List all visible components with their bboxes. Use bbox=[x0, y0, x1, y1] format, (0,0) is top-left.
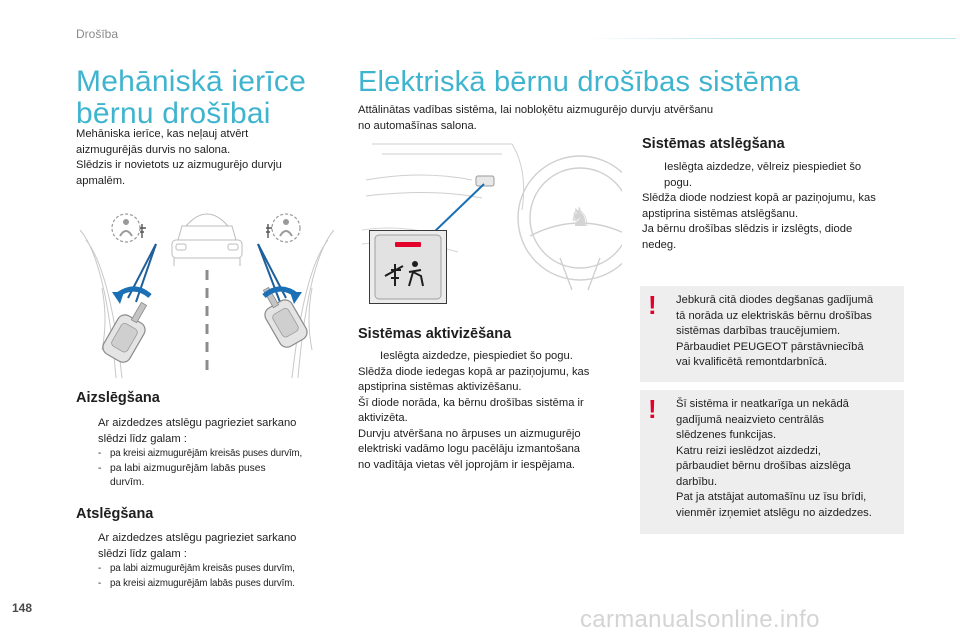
unlock-text-line2: slēdzi līdz galam : bbox=[98, 547, 187, 560]
left-intro-line: Slēdzis ir novietots uz aizmugurējo durvju bbox=[76, 159, 282, 171]
unlock-item: pa labi aizmugurējām kreisās puses durvīm, bbox=[110, 563, 295, 574]
warning-line: Šī sistēma ir neatkarīga un nekādā bbox=[676, 398, 849, 410]
bullet-icon bbox=[642, 160, 664, 191]
deactivation-line: Ja bērnu drošības slēdzis ir izslēgts, diode bbox=[642, 223, 853, 235]
electric-intro-line: Attālinātas vadības sistēma, lai nobloķētu aizmugurējo durvju atvēršanu bbox=[358, 104, 714, 116]
deactivation-line: nedeg. bbox=[642, 238, 677, 251]
warning-box-malfunction bbox=[640, 286, 904, 382]
activation-heading: Sistēmas aktivizēšana bbox=[358, 326, 512, 342]
watermark: carmanualsonline.info bbox=[580, 606, 820, 633]
lock-heading: Aizslēgšana bbox=[76, 390, 160, 406]
door-edge-right bbox=[292, 230, 334, 378]
warning-icon: ! bbox=[648, 394, 657, 424]
left-title-line2: bērnu drošībai bbox=[76, 97, 271, 130]
door-panel bbox=[366, 144, 524, 210]
deactivation-line: Slēdža diode nodziest kopā ar paziņojumu, kas bbox=[642, 192, 876, 204]
warning-line: vienmēr izņemiet atslēgu no aizdedzes. bbox=[676, 506, 872, 519]
pointer-line bbox=[432, 184, 484, 234]
warning-line: Pārbaudiet PEUGEOT pārstāvniecībā bbox=[676, 340, 864, 353]
bullet-icon bbox=[76, 416, 98, 491]
warning-line: Jebkurā citā diodes degšanas gadījumā bbox=[676, 294, 874, 306]
warning-line: Katru reizi ieslēdzot aizdedzi, bbox=[676, 444, 821, 457]
warning-line: sistēmas darbības traucējumiem. bbox=[676, 325, 841, 337]
lock-item-cont: durvīm. bbox=[110, 477, 145, 488]
warning-text bbox=[676, 397, 898, 521]
warning-icon: ! bbox=[648, 290, 657, 320]
child-lock-button bbox=[369, 230, 447, 304]
activation-line: elektriski vadāmo logu pacēlāju izmantošana bbox=[358, 443, 581, 455]
warning-line: gadījumā neaizvieto centrālās bbox=[676, 413, 825, 426]
left-title bbox=[76, 66, 306, 130]
deactivation-text bbox=[642, 160, 912, 253]
warning-line: Pat ja atstājat automašīnu uz īsu brīdi, bbox=[676, 491, 867, 503]
electric-intro bbox=[358, 103, 798, 134]
electric-title: Elektriskā bērnu drošības sistēma bbox=[358, 66, 800, 98]
warning-box-independence bbox=[640, 390, 904, 534]
warning-line: slēdzenes funkcijas. bbox=[676, 429, 777, 441]
left-intro-line: apmalēm. bbox=[76, 174, 126, 187]
peugeot-logo-icon: ♞ bbox=[568, 203, 592, 233]
lock-text-line1: Ar aizdedzes atslēgu pagrieziet sarkano bbox=[98, 417, 297, 429]
unlock-item: pa kreisi aizmugurējām labās puses durvīm. bbox=[110, 577, 295, 589]
lock-item: pa labi aizmugurējām labās puses bbox=[110, 462, 266, 474]
electric-intro-line: no automašīnas salona. bbox=[358, 119, 477, 132]
lock-text-line2: slēdzi līdz galam : bbox=[98, 432, 187, 445]
header-rule bbox=[586, 38, 956, 39]
warning-text bbox=[676, 293, 898, 371]
led-indicator bbox=[395, 242, 421, 247]
child-lock-illustration bbox=[76, 200, 338, 378]
left-intro-line: aizmugurējās durvis no salona. bbox=[76, 143, 231, 156]
activation-text bbox=[358, 349, 628, 473]
unlock-heading: Atslēgšana bbox=[76, 506, 154, 522]
activation-line: Šī diode norāda, ka bērnu drošības sistēma ir bbox=[358, 396, 584, 409]
page-number: 148 bbox=[12, 601, 33, 615]
bullet-icon bbox=[76, 531, 98, 591]
warning-line: pārbaudiet bērnu drošības aizslēga bbox=[676, 460, 851, 472]
child-lock-icon-right bbox=[266, 214, 300, 242]
lock-item: pa kreisi aizmugurējām kreisās puses durvīm, bbox=[110, 448, 303, 459]
warning-line: darbību. bbox=[676, 475, 718, 488]
lock-instructions: Ar aizdedzes atslēgu pagrieziet sarkano slēdzi līdz galam : - pa kreisi aizmugurējām kreisās puses durvīm, - pa labi aizmugurējām labās puses durvīm. bbox=[76, 416, 346, 491]
deactivation-line: apstiprina sistēmas atslēgšanu. bbox=[642, 207, 799, 220]
activation-line: no vadītāja vietas vēl joprojām ir iespējama. bbox=[358, 458, 576, 471]
activation-bullet: Ieslēgta aizdedze, piespiediet šo pogu. bbox=[380, 350, 573, 362]
car-key-left bbox=[100, 296, 157, 365]
left-title-line1: Mehāniskā ierīce bbox=[76, 65, 306, 98]
activation-line: Durvju atvēršana no ārpuses un aizmugurējo bbox=[358, 427, 581, 440]
deactivation-heading: Sistēmas atslēgšana bbox=[642, 136, 785, 152]
unlock-text-line1: Ar aizdedzes atslēgu pagrieziet sarkano bbox=[98, 532, 297, 544]
activation-line: apstiprina sistēmas aktivizēšanu. bbox=[358, 381, 522, 393]
activation-line: Slēdža diode iedegas kopā ar paziņojumu, kas bbox=[358, 365, 590, 378]
left-intro-line: Mehāniska ierīce, kas neļauj atvērt bbox=[76, 128, 249, 140]
activation-line: aktivizēta. bbox=[358, 412, 408, 424]
child-lock-icon-left bbox=[112, 214, 146, 242]
unlock-instructions: Ar aizdedzes atslēgu pagrieziet sarkano slēdzi līdz galam : - pa labi aizmugurējām kreisās puses durvīm, - pa kreisi aizmugurējām labās puses durvīm. bbox=[76, 531, 348, 591]
bullet-icon bbox=[358, 349, 380, 365]
car-silhouette bbox=[172, 214, 242, 266]
warning-line: vai kvalificētā remontdarbnīcā. bbox=[676, 356, 828, 368]
left-intro bbox=[76, 127, 336, 189]
deactivation-bullet-line2: pogu. bbox=[664, 176, 692, 189]
warning-line: tā norāda uz elektriskās bērnu drošības bbox=[676, 309, 872, 322]
deactivation-bullet-line1: Ieslēgta aizdedze, vēlreiz piespiediet šo bbox=[664, 161, 862, 173]
section-header: Drošība bbox=[76, 27, 119, 41]
